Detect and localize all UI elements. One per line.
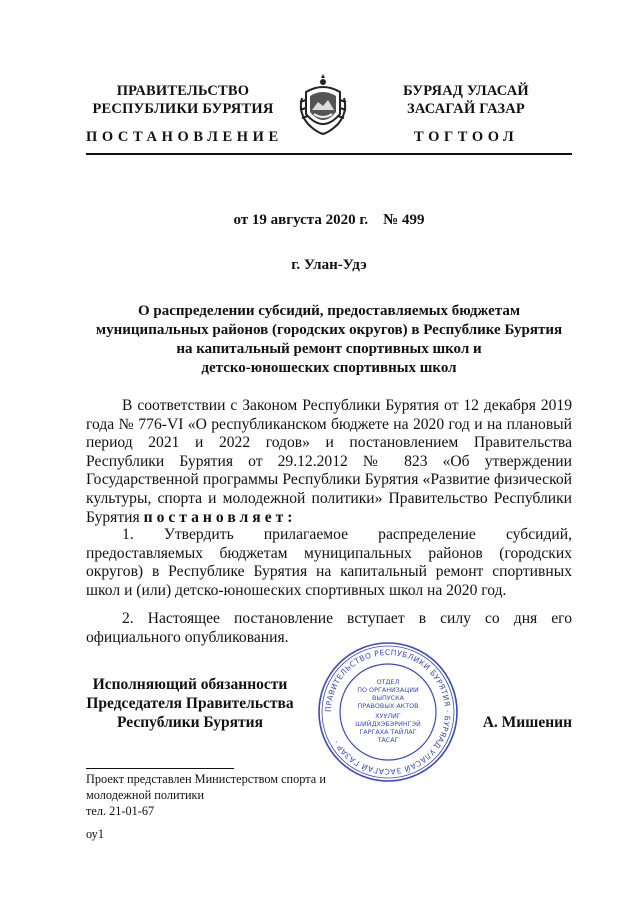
doc-type-russian: ПОСТАНОВЛЕНИЕ [86, 129, 283, 145]
title-line: муниципальных районов (городских округов) в Республике Бурятия [95, 322, 563, 338]
header-left-line1: ПРАВИТЕЛЬСТВО [116, 83, 250, 99]
header-right-line2: ЗАСАГАЙ ГАЗАР [407, 101, 525, 117]
document-title [86, 302, 572, 378]
footer-line: Проект представлен Министерством спорта и [86, 772, 326, 786]
header-right-line1: БУРЯАД УЛАСАЙ [403, 83, 529, 99]
item-2-text: 2. Настоящее постановление вступает в силу со дня его официального опубликования. [86, 610, 572, 646]
item-1 [86, 526, 572, 600]
resolves-word: постановляет: [143, 508, 297, 526]
stamp-line: ПО ОРГАНИЗАЦИИ [357, 686, 419, 694]
item-1-text: 1. Утвердить прилагаемое распределение субсидий, предоставляемых бюджетам муниципальных районов (городских округов) в Республике Бурятия на капитальный ремонт спортивных школ и (или) детско-юношеских спортивных школ на 2020 год. [86, 526, 572, 599]
footer-line: молодежной политики [86, 788, 205, 802]
position-line: Исполняющий обязанности [92, 676, 288, 693]
header-left-line2: РЕСПУБЛИКИ БУРЯТИЯ [92, 101, 274, 117]
date-number: от 19 августа 2020 г. № 499 [233, 212, 425, 228]
title-line: на капитальный ремонт спортивных школ и [176, 341, 482, 357]
stamp-ring-text: ПРАВИТЕЛЬСТВО РЕСПУБЛИКИ БУРЯТИЯ · БУРЯАД УЛАСАЙ ЗАСАГАЙ ГАЗАР · [323, 647, 453, 777]
footer-phone: тел. 21-01-67 [86, 804, 155, 818]
title-line: О распределении субсидий, предоставляемых бюджетам [137, 303, 521, 319]
footer-code: оу1 [86, 827, 104, 841]
stamp-line: ВЫПУСКА [371, 694, 405, 702]
official-stamp [316, 640, 460, 784]
header-left [86, 82, 280, 118]
stamp-line: ХУУЛИГ [375, 712, 401, 720]
stamp-line: ГАРГАХА ТАЙЛАГ [359, 728, 417, 736]
title-line: детско-юношеских спортивных школ [201, 360, 457, 376]
footer-note [86, 771, 386, 819]
preamble [86, 397, 572, 527]
position-line: Республики Бурятия [117, 714, 263, 731]
signatory-name: А. Мишенин [482, 714, 572, 731]
stamp-line: ШИЙДХЭБЭРИНГЭЙ [355, 720, 421, 728]
coat-of-arms-emblem [296, 72, 350, 138]
doc-type-buryat: ТОГТООЛ [414, 129, 519, 145]
header-right [360, 82, 572, 118]
signatory-position [72, 675, 308, 732]
stamp-line: ОТДЕЛ [376, 678, 400, 686]
header-rule [86, 153, 572, 155]
preamble-text: В соответствии с Законом Республики Бурятия от 12 декабря 2019 года № 776-VI «О республиканском бюджете на 2020 год и на плановый период 2021 и 2022 годов» и постановлением Правительства Республики Бурятия от 29.12.2012 № 823 «Об утверждении Государственной программы Республики Бурятия «Развитие физической культуры, спорта и молодежной политики» Правительство Республики Бурятия [86, 397, 572, 526]
footer-divider [86, 768, 234, 769]
city: г. Улан-Удэ [291, 257, 367, 273]
stamp-line: ПРАВОВЫХ АКТОВ [357, 702, 419, 710]
stamp-line: ТАСАГ [377, 736, 399, 744]
position-line: Председателя Правительства [86, 695, 294, 712]
